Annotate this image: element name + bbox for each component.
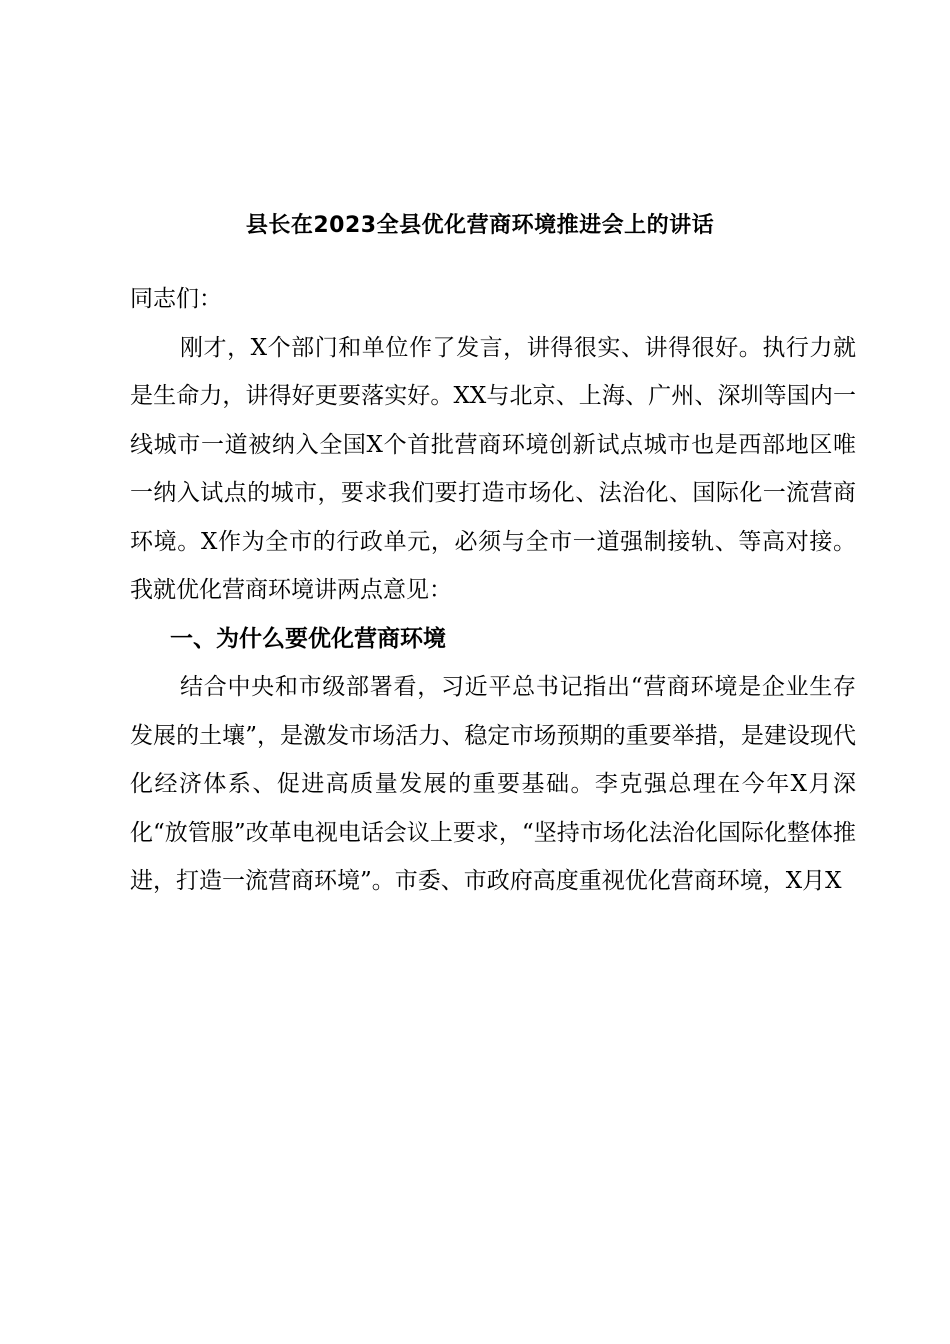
section-paragraph: 结合中央和市级部署看，习近平总书记指出“营商环境是企业生存发展的土壤”，是激发市场活力、稳定市场预期的重要举措，是建设现代化经济体系、促进高质量发展的重要基础。李克强总理在今年X月深化“放管服”改革电视电话会议上要求，“坚持市场化法治化国际化整体推进，打造一流营商环境”。市委、市政府高度重视优化营商环境，X月X: [130, 674, 856, 894]
salutation: 同志们：: [130, 286, 222, 312]
section-heading: 一、为什么要优化营商环境: [170, 625, 446, 652]
document-title: 县长在2023全县优化营商环境推进会上的讲话: [245, 213, 715, 238]
document-body: [130, 275, 856, 906]
intro-paragraph: 刚才，X个部门和单位作了发言，讲得很实、讲得很好。执行力就是生命力，讲得好更要落实好。XX与北京、上海、广州、深圳等国内一线城市一道被纳入全国X个首批营商环境创新试点城市也是西部地区唯一纳入试点的城市，要求我们要打造市场化、法治化、国际化一流营商环境。X作为全市的行政单元，必须与全市一道强制接轨、等高对接。我就优化营商环境讲两点意见：: [130, 334, 856, 603]
